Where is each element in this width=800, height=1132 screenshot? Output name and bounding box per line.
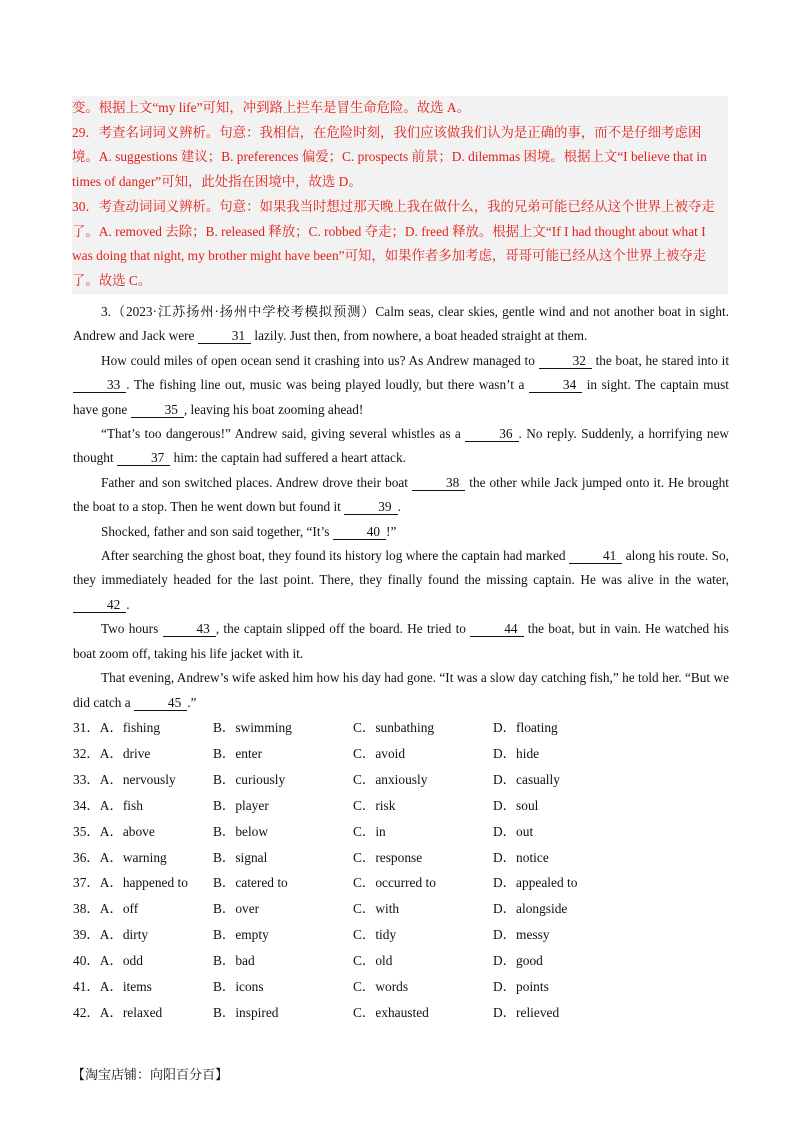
answer-options [73,714,633,1024]
passage-paragraph: Shocked, father and son said together, “It’s 40 !” [101,523,397,539]
answer-30: 30．考查动词词义辨析。句意：如果我当时想过那天晚上我在做什么，我的兄弟可能已经从这个世界上被夺走了。A. removed 去除；B. released 释放；C. robbed 夺走；D. freed 释放。根据上文“If I had thought about what I was doing that night, my brother might have been”可知，如果作者多加考虑，哥哥可能已经从这个世界上被夺走了。故选 C。 [72,198,715,288]
blank-36: 36 [465,426,518,442]
option-row: 31．A．fishing B．swimming C．sunbathing D．floating [73,720,558,736]
answer-29: 29．考查名词词义辨析。句意：我相信，在危险时刻，我们应该做我们认为是正确的事，而不是仔细考虑困境。A. suggestions 建议；B. preferences 偏爱；C. prospects 前景；D. dilemmas 困境。根据上文“I believe that in times of danger”可知，此处指在困境中，故选 D。 [72,124,707,190]
blank-32: 32 [539,353,592,369]
passage-paragraph: “That’s too dangerous!” Andrew said, giving several whistles as a 36 . No reply. Suddenly, a horrifying new thought 37 him: the captain had suffered a heart attack. [73,426,730,466]
blank-43: 43 [163,621,216,637]
blank-45: 45 [134,695,187,711]
blank-44: 44 [470,621,523,637]
blank-38: 38 [412,475,465,491]
passage-paragraph: That evening, Andrew’s wife asked him how his day had gone. “It was a slow day catching fish,” he told her. “But we did catch a 45 .” [73,670,729,710]
blank-40: 40 [333,524,386,540]
passage-paragraph: Father and son switched places. Andrew drove their boat 38 the other while Jack jumped onto it. He brought the boat to a stop. Then he went down but found it 39 . [73,474,729,515]
option-row: 33．A．nervously B．curiously C．anxiously D．casually [73,772,560,788]
passage-paragraph: How could miles of open ocean send it crashing into us? As Andrew managed to 32 the boat, he stared into it 33 . The fishing line out, music was being played loudly, but there wasn’t a 34 in sight. The captain must have gone 35 , leaving his boat zooming ahead! [73,352,730,417]
blank-31: 31 [198,328,251,344]
option-row: 34．A．fish B．player C．risk D．soul [73,797,539,813]
answer-explanations [72,96,728,294]
blank-33: 33 [73,377,126,393]
option-row: 36．A．warning B．signal C．response D．notice [73,849,549,865]
passage-paragraph: After searching the ghost boat, they found its history log where the captain had marked 41 along his route. So, they immediately headed for the last point. There, they finally found the missing captain. He was alive in the water, 42 . [73,548,729,612]
option-row: 35．A．above B．below C．in D．out [73,823,534,839]
blank-41: 41 [569,548,622,564]
shop-footer: 【淘宝店铺：向阳百分百】 [72,1067,229,1082]
passage-paragraph: Two hours 43 , the captain slipped off the board. He tried to 44 the boat, but in vain. He watched his boat zoom off, taking his life jacket with it. [73,621,729,661]
blank-39: 39 [344,499,397,515]
blank-35: 35 [131,402,184,418]
blank-37: 37 [117,450,170,466]
option-row: 32．A．drive B．enter C．avoid D．hide [73,746,540,762]
passage-paragraph: 3.（2023·江苏扬州·扬州中学校考模拟预测）Calm seas, clear skies, gentle wind and not another boat in sight. Andrew and Jack were 31 lazily. Just then, from nowhere, a boat headed straight at them. [73,304,729,344]
option-row: 40．A．odd B．bad C．old D．good [73,953,543,969]
option-row: 42．A．relaxed B．inspired C．exhausted D．relieved [73,1004,560,1020]
blank-34: 34 [529,377,582,393]
option-row: 37．A．happened to B．catered to C．occurred to D．appealed to [73,875,578,891]
answer-28-tail: 变。根据上文“my life”可知，冲到路上拦车是冒生命危险。故选 A。 [72,100,470,115]
option-row: 38．A．off B．over C．with D．alongside [73,901,568,917]
option-row: 39．A．dirty B．empty C．tidy D．messy [73,927,550,943]
cloze-passage [73,300,729,715]
option-row: 41．A．items B．icons C．words D．points [73,978,549,994]
blank-42: 42 [73,597,126,613]
